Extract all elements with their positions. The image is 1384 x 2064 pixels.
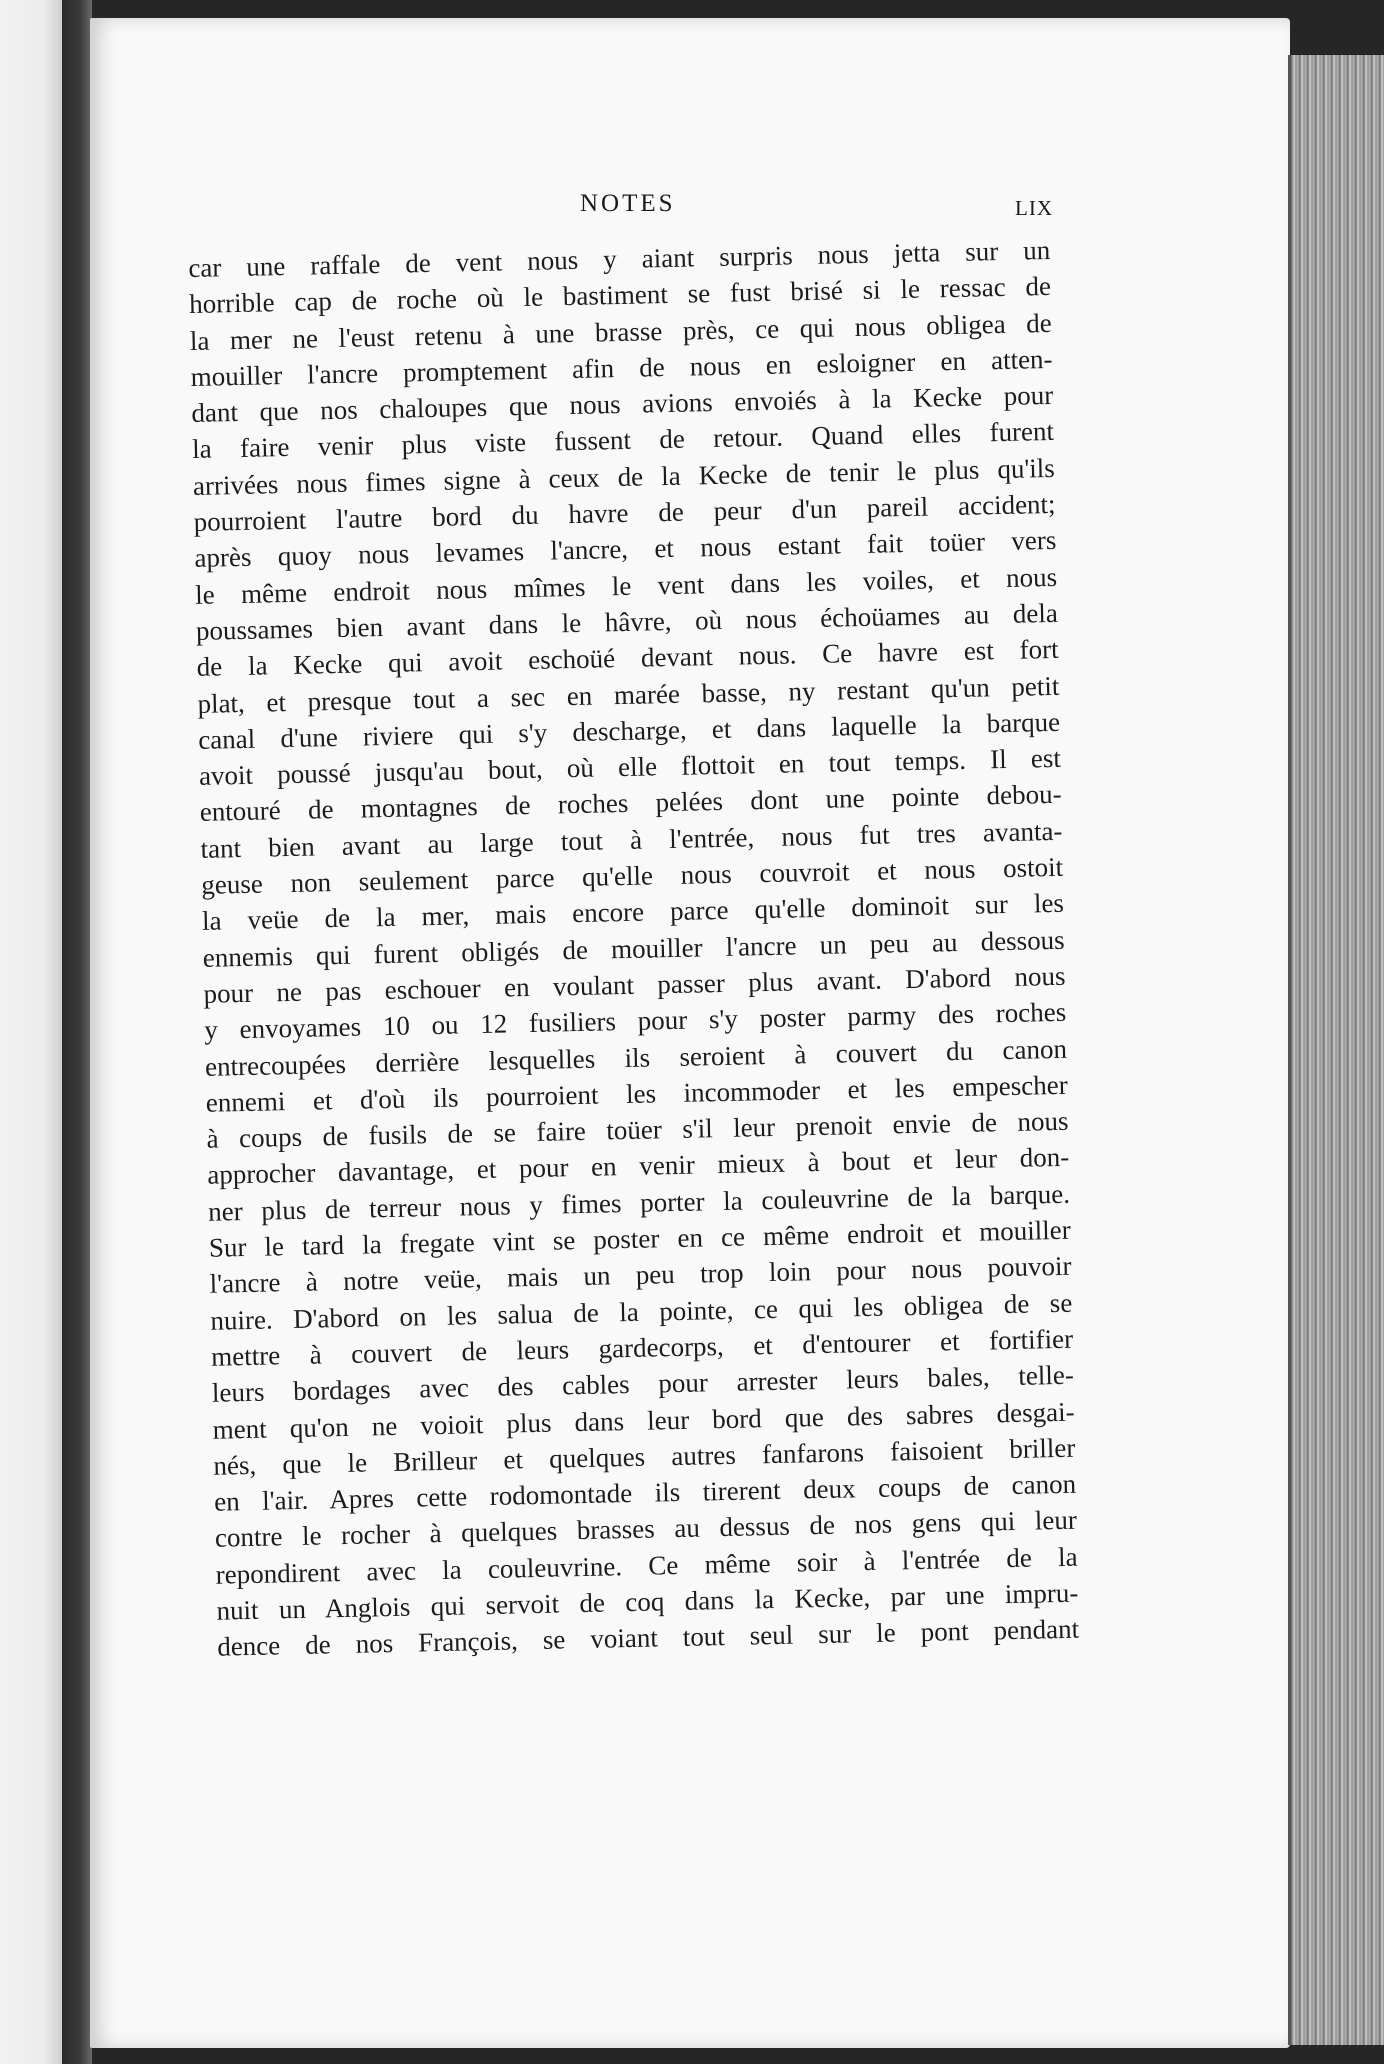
text-line: tant bien avant au large tout à l'entrée, nous fut tres avanta- <box>200 815 1063 864</box>
text-line: canal d'une riviere qui s'y descharge, et dans laquelle la barque <box>197 706 1061 755</box>
text-line: y envoyames 10 ou 12 fusiliers pour s'y poster parmy des roches <box>204 997 1067 1046</box>
text-line: car une raffale de vent nous y aiant surpris nous jetta sur un <box>188 234 1051 283</box>
text-line: dence de nos François, se voiant tout seul sur le pont pendant <box>216 1613 1080 1662</box>
text-line: avoit poussé jusqu'au bout, où elle flottoit en tout temps. Il est <box>198 742 1062 792</box>
text-line: arrivées nous fimes signe à ceux de la Kecke de tenir le plus qu'ils <box>192 452 1056 501</box>
text-line: mettre à couvert de leurs gardecorps, et d'entourer et fortifier <box>210 1323 1074 1372</box>
text-line: dant que nos chaloupes que nous avions envoiés à la Kecke pour <box>191 380 1054 429</box>
text-line: le même endroit nous mîmes le vent dans les voiles, et nous <box>194 561 1058 610</box>
text-line: nuit un Anglois qui servoit de coq dans la Kecke, par une impru- <box>216 1577 1079 1626</box>
text-line: Sur le tard la fregate vint se poster en ce même endroit et mouiller <box>208 1214 1072 1263</box>
body-text <box>188 232 1079 1665</box>
text-line: ennemi et d'où ils pourroient les incommoder et les empescher <box>205 1069 1068 1118</box>
text-line: contre le rocher à quelques brasses au dessus de nos gens qui leur <box>214 1505 1078 1554</box>
text-line: plat, et presque tout a sec en marée basse, ny restant qu'un petit <box>197 670 1060 719</box>
text-line: la veüe de la mer, mais encore parce qu'elle dominoit sur les <box>201 888 1065 937</box>
left-page-edge <box>0 0 62 2064</box>
text-line: la mer ne l'eust retenu à une brasse près, ce qui nous obligea de <box>189 307 1053 356</box>
text-line: horrible cap de roche où le bastiment se fust brisé si le ressac de <box>188 271 1052 320</box>
text-line: mouiller l'ancre promptement afin de nous en esloigner en atten- <box>190 343 1053 392</box>
text-line: ment qu'on ne voioit plus dans leur bord que des sabres desgai- <box>212 1396 1075 1445</box>
text-line: ennemis qui furent obligés de mouiller l'ancre un peu au dessous <box>202 924 1065 973</box>
text-line: pourroient l'autre bord du havre de peur d'un pareil accident; <box>193 488 1056 538</box>
text-line: nés, que le Brilleur et quelques autres fanfarons faisoient briller <box>213 1432 1076 1481</box>
text-line: ner plus de terreur nous y fimes porter la couleuvrine de la barque. <box>207 1178 1071 1227</box>
text-line: après quoy nous levames l'ancre, et nous estant fait toüer vers <box>194 525 1057 574</box>
text-line: repondirent avec la couleuvrine. Ce même soir à l'entrée de la <box>215 1541 1078 1590</box>
running-head <box>90 190 1290 230</box>
text-line: entouré de montagnes de roches pelées dont une pointe debou- <box>199 779 1062 828</box>
page-edges-stack <box>1288 55 1384 2045</box>
text-line: approcher davantage, et pour en venir mieux à bout et leur don- <box>207 1142 1070 1191</box>
book-gutter <box>62 0 92 2064</box>
text-line: l'ancre à notre veüe, mais un peu trop loin pour nous pouvoir <box>209 1251 1072 1300</box>
text-line: entrecoupées derrière lesquelles ils seroient à couvert du canon <box>204 1033 1068 1082</box>
text-line: en l'air. Apres cette rodomontade ils tirerent deux coups de canon <box>213 1468 1077 1517</box>
text-line: pour ne pas eschouer en voulant passer plus avant. D'abord nous <box>203 960 1066 1009</box>
text-line: de la Kecke qui avoit eschoüé devant nous. Ce havre est fort <box>196 634 1059 683</box>
section-title: NOTES <box>580 190 676 217</box>
text-line: à coups de fusils de se faire toüer s'il leur prenoit envie de nous <box>206 1105 1069 1154</box>
text-line: la faire venir plus viste fussent de retour. Quand elles furent <box>191 416 1055 465</box>
text-line: geuse non seulement parce qu'elle nous couvroit et nous ostoit <box>200 851 1064 900</box>
text-line: leurs bordages avec des cables pour arrester leurs bales, telle- <box>211 1359 1075 1408</box>
text-line: nuire. D'abord on les salua de la pointe, ce qui les obligea de se <box>210 1287 1073 1336</box>
text-line: poussames bien avant dans le hâvre, où nous échoüames au dela <box>195 597 1059 646</box>
page-number: LIX <box>1015 196 1053 220</box>
